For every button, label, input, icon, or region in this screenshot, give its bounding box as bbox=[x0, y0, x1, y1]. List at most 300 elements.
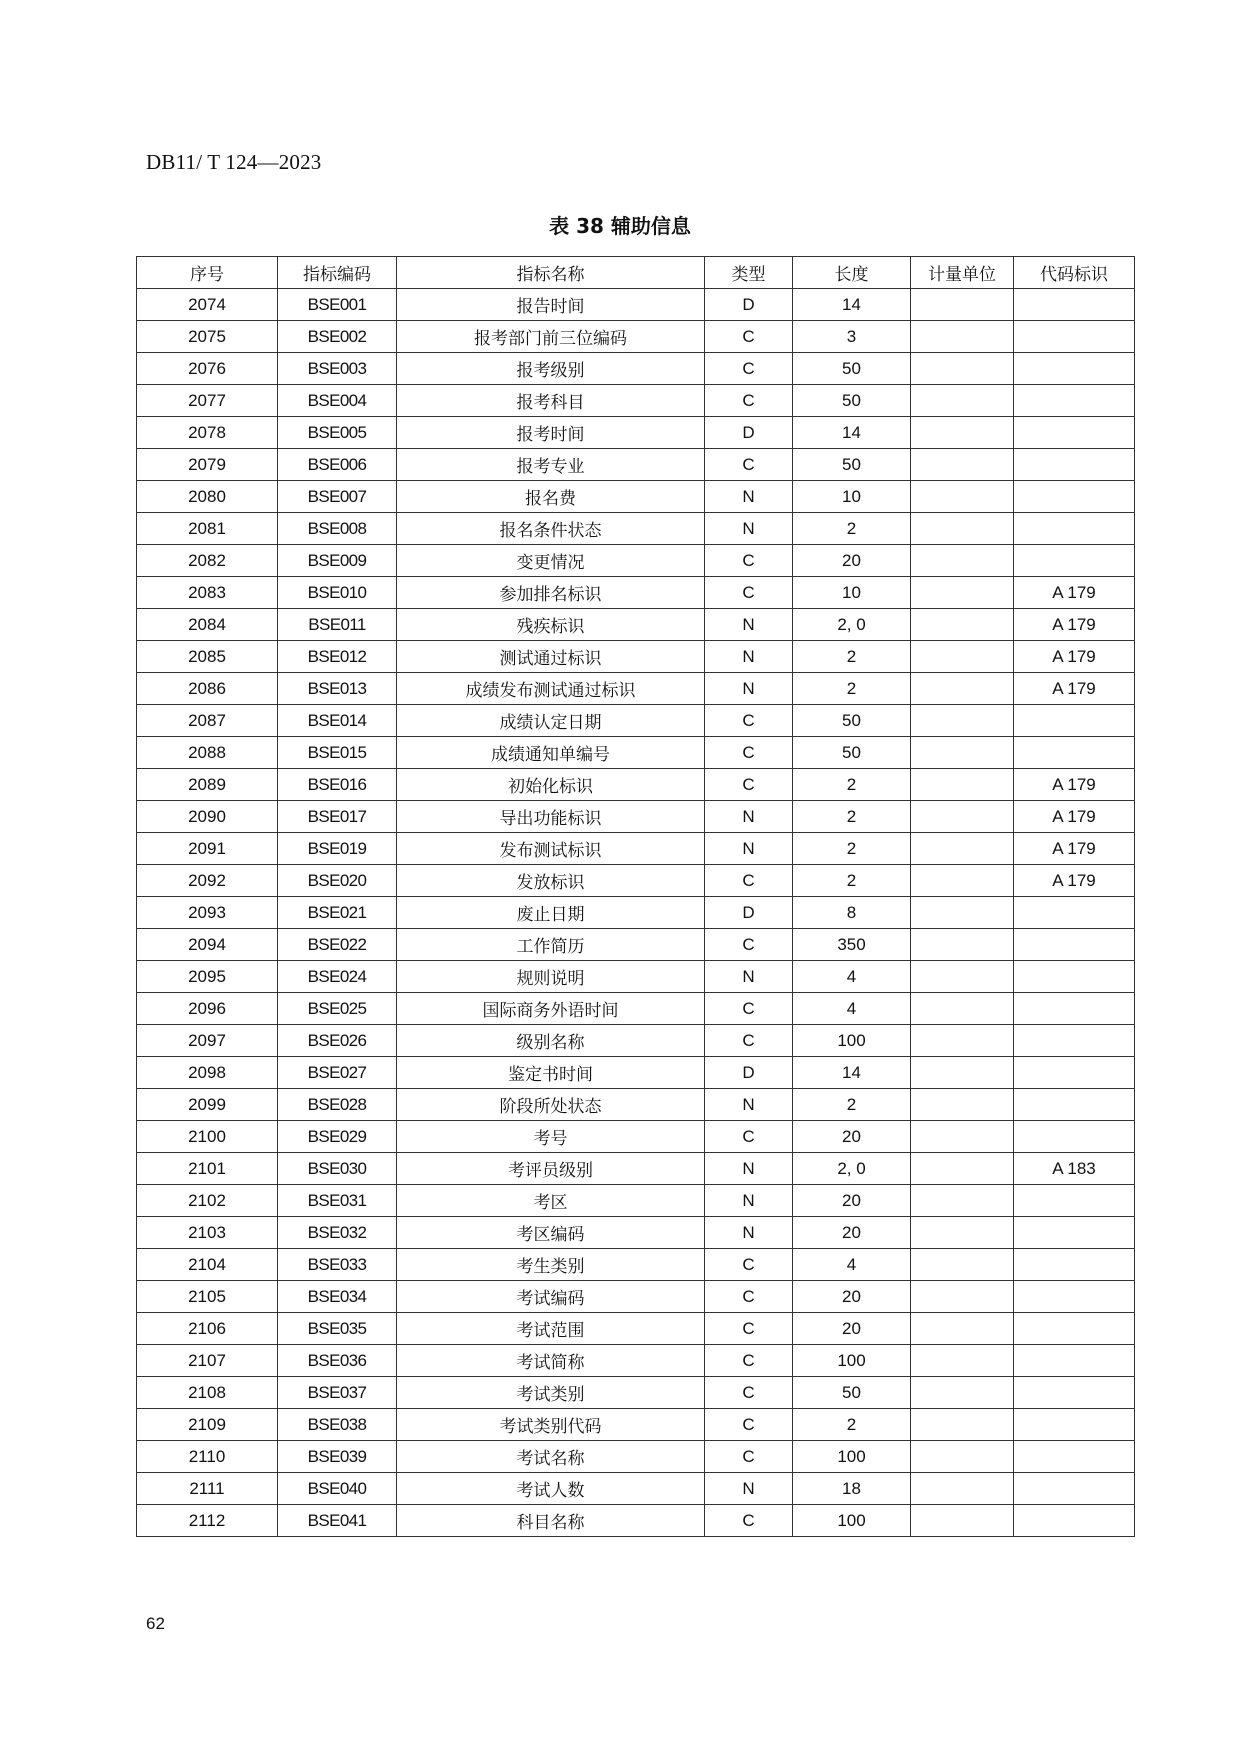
table-row bbox=[137, 897, 1135, 929]
field-length-cell: 2 bbox=[793, 865, 911, 897]
code-identifier-cell bbox=[1014, 1473, 1135, 1505]
unit-of-measure-cell bbox=[911, 833, 1014, 865]
serial-number-cell: 2074 bbox=[137, 289, 278, 321]
code-identifier-cell: A 179 bbox=[1014, 865, 1135, 897]
data-type-cell: D bbox=[705, 897, 793, 929]
data-type-cell: N bbox=[705, 1217, 793, 1249]
code-identifier-cell bbox=[1014, 1249, 1135, 1281]
column-header: 指标编码 bbox=[278, 257, 397, 289]
serial-number-cell: 2110 bbox=[137, 1441, 278, 1473]
code-identifier-cell bbox=[1014, 449, 1135, 481]
table-title: 表 38 辅助信息 bbox=[549, 214, 691, 238]
serial-number-cell: 2112 bbox=[137, 1505, 278, 1537]
unit-of-measure-cell bbox=[911, 1281, 1014, 1313]
unit-of-measure-cell bbox=[911, 1505, 1014, 1537]
indicator-code-cell: BSE032 bbox=[278, 1217, 397, 1249]
code-identifier-cell bbox=[1014, 353, 1135, 385]
serial-number-cell: 2080 bbox=[137, 481, 278, 513]
table-row bbox=[137, 1345, 1135, 1377]
unit-of-measure-cell bbox=[911, 321, 1014, 353]
indicator-code-cell: BSE015 bbox=[278, 737, 397, 769]
serial-number-cell: 2083 bbox=[137, 577, 278, 609]
code-identifier-cell bbox=[1014, 1441, 1135, 1473]
indicator-code-cell: BSE035 bbox=[278, 1313, 397, 1345]
table-row bbox=[137, 353, 1135, 385]
code-identifier-cell bbox=[1014, 1089, 1135, 1121]
serial-number-cell: 2092 bbox=[137, 865, 278, 897]
code-identifier-cell: A 179 bbox=[1014, 641, 1135, 673]
table-row bbox=[137, 609, 1135, 641]
data-type-cell: C bbox=[705, 737, 793, 769]
indicator-name-cell: 考试类别 bbox=[397, 1377, 705, 1409]
indicator-name-cell: 报考级别 bbox=[397, 353, 705, 385]
field-length-cell: 3 bbox=[793, 321, 911, 353]
indicator-code-cell: BSE004 bbox=[278, 385, 397, 417]
data-type-cell: C bbox=[705, 865, 793, 897]
data-type-cell: C bbox=[705, 449, 793, 481]
indicator-code-cell: BSE033 bbox=[278, 1249, 397, 1281]
table-row bbox=[137, 417, 1135, 449]
code-identifier-cell: A 179 bbox=[1014, 673, 1135, 705]
serial-number-cell: 2082 bbox=[137, 545, 278, 577]
indicator-name-cell: 报告时间 bbox=[397, 289, 705, 321]
indicator-name-cell: 工作简历 bbox=[397, 929, 705, 961]
data-type-cell: C bbox=[705, 1249, 793, 1281]
serial-number-cell: 2106 bbox=[137, 1313, 278, 1345]
indicator-code-cell: BSE041 bbox=[278, 1505, 397, 1537]
column-header: 计量单位 bbox=[911, 257, 1014, 289]
serial-number-cell: 2084 bbox=[137, 609, 278, 641]
indicator-code-cell: BSE039 bbox=[278, 1441, 397, 1473]
table-body bbox=[137, 289, 1135, 1537]
data-type-cell: N bbox=[705, 961, 793, 993]
code-identifier-cell bbox=[1014, 545, 1135, 577]
table-row bbox=[137, 449, 1135, 481]
code-identifier-cell bbox=[1014, 897, 1135, 929]
serial-number-cell: 2107 bbox=[137, 1345, 278, 1377]
table-row bbox=[137, 865, 1135, 897]
field-length-cell: 100 bbox=[793, 1505, 911, 1537]
indicator-code-cell: BSE026 bbox=[278, 1025, 397, 1057]
indicator-name-cell: 变更情况 bbox=[397, 545, 705, 577]
indicator-name-cell: 报考科目 bbox=[397, 385, 705, 417]
indicator-name-cell: 考区编码 bbox=[397, 1217, 705, 1249]
indicator-code-cell: BSE008 bbox=[278, 513, 397, 545]
field-length-cell: 2, 0 bbox=[793, 609, 911, 641]
serial-number-cell: 2100 bbox=[137, 1121, 278, 1153]
data-type-cell: D bbox=[705, 289, 793, 321]
table-row bbox=[137, 1505, 1135, 1537]
indicator-code-cell: BSE027 bbox=[278, 1057, 397, 1089]
indicator-code-cell: BSE037 bbox=[278, 1377, 397, 1409]
field-length-cell: 14 bbox=[793, 417, 911, 449]
unit-of-measure-cell bbox=[911, 417, 1014, 449]
indicator-code-cell: BSE012 bbox=[278, 641, 397, 673]
field-length-cell: 20 bbox=[793, 1313, 911, 1345]
table-row bbox=[137, 1377, 1135, 1409]
indicator-name-cell: 发布测试标识 bbox=[397, 833, 705, 865]
table-row bbox=[137, 1313, 1135, 1345]
indicator-name-cell: 考生类别 bbox=[397, 1249, 705, 1281]
serial-number-cell: 2078 bbox=[137, 417, 278, 449]
data-type-cell: N bbox=[705, 673, 793, 705]
indicator-code-cell: BSE022 bbox=[278, 929, 397, 961]
code-identifier-cell bbox=[1014, 1313, 1135, 1345]
unit-of-measure-cell bbox=[911, 385, 1014, 417]
serial-number-cell: 2088 bbox=[137, 737, 278, 769]
field-length-cell: 10 bbox=[793, 481, 911, 513]
indicator-code-cell: BSE040 bbox=[278, 1473, 397, 1505]
data-type-cell: C bbox=[705, 1345, 793, 1377]
indicator-name-cell: 考试类别代码 bbox=[397, 1409, 705, 1441]
field-length-cell: 20 bbox=[793, 1217, 911, 1249]
serial-number-cell: 2076 bbox=[137, 353, 278, 385]
field-length-cell: 8 bbox=[793, 897, 911, 929]
unit-of-measure-cell bbox=[911, 1089, 1014, 1121]
unit-of-measure-cell bbox=[911, 1185, 1014, 1217]
serial-number-cell: 2105 bbox=[137, 1281, 278, 1313]
indicator-name-cell: 科目名称 bbox=[397, 1505, 705, 1537]
indicator-code-cell: BSE034 bbox=[278, 1281, 397, 1313]
indicator-name-cell: 级别名称 bbox=[397, 1025, 705, 1057]
indicator-code-cell: BSE013 bbox=[278, 673, 397, 705]
data-type-cell: C bbox=[705, 1377, 793, 1409]
field-length-cell: 20 bbox=[793, 545, 911, 577]
code-identifier-cell: A 179 bbox=[1014, 769, 1135, 801]
data-type-cell: C bbox=[705, 705, 793, 737]
field-length-cell: 2 bbox=[793, 1409, 911, 1441]
indicator-code-cell: BSE002 bbox=[278, 321, 397, 353]
data-type-cell: N bbox=[705, 1153, 793, 1185]
unit-of-measure-cell bbox=[911, 353, 1014, 385]
serial-number-cell: 2077 bbox=[137, 385, 278, 417]
field-length-cell: 2 bbox=[793, 673, 911, 705]
unit-of-measure-cell bbox=[911, 609, 1014, 641]
indicator-name-cell: 考评员级别 bbox=[397, 1153, 705, 1185]
table-row bbox=[137, 577, 1135, 609]
field-length-cell: 350 bbox=[793, 929, 911, 961]
field-length-cell: 14 bbox=[793, 1057, 911, 1089]
data-type-cell: C bbox=[705, 577, 793, 609]
unit-of-measure-cell bbox=[911, 1441, 1014, 1473]
indicator-name-cell: 规则说明 bbox=[397, 961, 705, 993]
table-row bbox=[137, 1057, 1135, 1089]
field-length-cell: 20 bbox=[793, 1121, 911, 1153]
indicator-code-cell: BSE003 bbox=[278, 353, 397, 385]
unit-of-measure-cell bbox=[911, 737, 1014, 769]
indicator-name-cell: 报考时间 bbox=[397, 417, 705, 449]
indicator-code-cell: BSE016 bbox=[278, 769, 397, 801]
data-type-cell: C bbox=[705, 1121, 793, 1153]
field-length-cell: 50 bbox=[793, 385, 911, 417]
data-type-cell: N bbox=[705, 513, 793, 545]
field-length-cell: 20 bbox=[793, 1281, 911, 1313]
code-identifier-cell bbox=[1014, 1025, 1135, 1057]
table-row bbox=[137, 289, 1135, 321]
field-length-cell: 50 bbox=[793, 449, 911, 481]
code-identifier-cell bbox=[1014, 929, 1135, 961]
field-length-cell: 100 bbox=[793, 1025, 911, 1057]
code-identifier-cell bbox=[1014, 481, 1135, 513]
unit-of-measure-cell bbox=[911, 705, 1014, 737]
data-type-cell: N bbox=[705, 1185, 793, 1217]
code-identifier-cell bbox=[1014, 513, 1135, 545]
unit-of-measure-cell bbox=[911, 1345, 1014, 1377]
serial-number-cell: 2103 bbox=[137, 1217, 278, 1249]
field-length-cell: 2, 0 bbox=[793, 1153, 911, 1185]
indicator-name-cell: 考试名称 bbox=[397, 1441, 705, 1473]
code-identifier-cell bbox=[1014, 737, 1135, 769]
field-length-cell: 10 bbox=[793, 577, 911, 609]
data-type-cell: D bbox=[705, 1057, 793, 1089]
indicator-name-cell: 成绩发布测试通过标识 bbox=[397, 673, 705, 705]
table-row bbox=[137, 641, 1135, 673]
code-identifier-cell bbox=[1014, 1217, 1135, 1249]
serial-number-cell: 2101 bbox=[137, 1153, 278, 1185]
unit-of-measure-cell bbox=[911, 1025, 1014, 1057]
indicator-name-cell: 报名费 bbox=[397, 481, 705, 513]
data-type-cell: C bbox=[705, 321, 793, 353]
table-header-row bbox=[137, 257, 1135, 289]
data-type-cell: N bbox=[705, 833, 793, 865]
column-header: 类型 bbox=[705, 257, 793, 289]
table-row bbox=[137, 673, 1135, 705]
code-identifier-cell bbox=[1014, 1377, 1135, 1409]
table-row bbox=[137, 1185, 1135, 1217]
indicator-code-cell: BSE028 bbox=[278, 1089, 397, 1121]
serial-number-cell: 2075 bbox=[137, 321, 278, 353]
field-length-cell: 100 bbox=[793, 1345, 911, 1377]
field-length-cell: 50 bbox=[793, 353, 911, 385]
unit-of-measure-cell bbox=[911, 449, 1014, 481]
indicator-name-cell: 成绩认定日期 bbox=[397, 705, 705, 737]
data-type-cell: N bbox=[705, 609, 793, 641]
serial-number-cell: 2085 bbox=[137, 641, 278, 673]
code-identifier-cell bbox=[1014, 1505, 1135, 1537]
table-row bbox=[137, 993, 1135, 1025]
unit-of-measure-cell bbox=[911, 1249, 1014, 1281]
data-type-cell: N bbox=[705, 1473, 793, 1505]
serial-number-cell: 2087 bbox=[137, 705, 278, 737]
table-row bbox=[137, 769, 1135, 801]
unit-of-measure-cell bbox=[911, 641, 1014, 673]
indicator-name-cell: 考号 bbox=[397, 1121, 705, 1153]
unit-of-measure-cell bbox=[911, 897, 1014, 929]
indicator-name-cell: 测试通过标识 bbox=[397, 641, 705, 673]
code-identifier-cell: A 179 bbox=[1014, 833, 1135, 865]
data-type-cell: C bbox=[705, 1409, 793, 1441]
unit-of-measure-cell bbox=[911, 961, 1014, 993]
table-row bbox=[137, 513, 1135, 545]
indicator-code-cell: BSE036 bbox=[278, 1345, 397, 1377]
data-type-cell: C bbox=[705, 1281, 793, 1313]
unit-of-measure-cell bbox=[911, 289, 1014, 321]
indicator-code-cell: BSE029 bbox=[278, 1121, 397, 1153]
indicator-code-cell: BSE021 bbox=[278, 897, 397, 929]
serial-number-cell: 2079 bbox=[137, 449, 278, 481]
data-type-cell: C bbox=[705, 993, 793, 1025]
code-identifier-cell bbox=[1014, 993, 1135, 1025]
indicator-name-cell: 考试简称 bbox=[397, 1345, 705, 1377]
column-header: 序号 bbox=[137, 257, 278, 289]
indicator-name-cell: 考区 bbox=[397, 1185, 705, 1217]
unit-of-measure-cell bbox=[911, 577, 1014, 609]
indicator-name-cell: 考试编码 bbox=[397, 1281, 705, 1313]
serial-number-cell: 2104 bbox=[137, 1249, 278, 1281]
unit-of-measure-cell bbox=[911, 769, 1014, 801]
table-row bbox=[137, 1409, 1135, 1441]
table-row bbox=[137, 321, 1135, 353]
serial-number-cell: 2111 bbox=[137, 1473, 278, 1505]
field-length-cell: 2 bbox=[793, 641, 911, 673]
table-row bbox=[137, 1121, 1135, 1153]
field-length-cell: 4 bbox=[793, 961, 911, 993]
unit-of-measure-cell bbox=[911, 1217, 1014, 1249]
data-type-cell: C bbox=[705, 1025, 793, 1057]
data-type-cell: D bbox=[705, 417, 793, 449]
serial-number-cell: 2097 bbox=[137, 1025, 278, 1057]
field-length-cell: 14 bbox=[793, 289, 911, 321]
serial-number-cell: 2096 bbox=[137, 993, 278, 1025]
code-identifier-cell bbox=[1014, 1121, 1135, 1153]
table-row bbox=[137, 1441, 1135, 1473]
code-identifier-cell bbox=[1014, 289, 1135, 321]
page-number: 62 bbox=[146, 1614, 165, 1633]
column-header: 代码标识 bbox=[1014, 257, 1135, 289]
data-type-cell: C bbox=[705, 1441, 793, 1473]
serial-number-cell: 2095 bbox=[137, 961, 278, 993]
code-identifier-cell bbox=[1014, 385, 1135, 417]
field-length-cell: 100 bbox=[793, 1441, 911, 1473]
table-row bbox=[137, 961, 1135, 993]
unit-of-measure-cell bbox=[911, 1473, 1014, 1505]
indicator-name-cell: 报考部门前三位编码 bbox=[397, 321, 705, 353]
indicator-code-cell: BSE020 bbox=[278, 865, 397, 897]
serial-number-cell: 2102 bbox=[137, 1185, 278, 1217]
unit-of-measure-cell bbox=[911, 1377, 1014, 1409]
column-header: 长度 bbox=[793, 257, 911, 289]
indicator-name-cell: 报考专业 bbox=[397, 449, 705, 481]
field-length-cell: 2 bbox=[793, 1089, 911, 1121]
indicator-name-cell: 阶段所处状态 bbox=[397, 1089, 705, 1121]
data-type-cell: C bbox=[705, 769, 793, 801]
code-identifier-cell: A 179 bbox=[1014, 577, 1135, 609]
data-type-cell: N bbox=[705, 1089, 793, 1121]
unit-of-measure-cell bbox=[911, 1313, 1014, 1345]
data-type-cell: C bbox=[705, 385, 793, 417]
serial-number-cell: 2081 bbox=[137, 513, 278, 545]
table-row bbox=[137, 1089, 1135, 1121]
indicator-name-cell: 参加排名标识 bbox=[397, 577, 705, 609]
indicator-name-cell: 初始化标识 bbox=[397, 769, 705, 801]
code-identifier-cell bbox=[1014, 705, 1135, 737]
code-identifier-cell bbox=[1014, 417, 1135, 449]
indicator-code-cell: BSE038 bbox=[278, 1409, 397, 1441]
unit-of-measure-cell bbox=[911, 929, 1014, 961]
field-length-cell: 2 bbox=[793, 513, 911, 545]
field-length-cell: 2 bbox=[793, 769, 911, 801]
code-identifier-cell bbox=[1014, 1057, 1135, 1089]
data-type-cell: C bbox=[705, 545, 793, 577]
table-row bbox=[137, 737, 1135, 769]
indicator-code-cell: BSE007 bbox=[278, 481, 397, 513]
indicator-code-cell: BSE006 bbox=[278, 449, 397, 481]
table-row bbox=[137, 929, 1135, 961]
indicator-name-cell: 导出功能标识 bbox=[397, 801, 705, 833]
field-length-cell: 50 bbox=[793, 1377, 911, 1409]
serial-number-cell: 2108 bbox=[137, 1377, 278, 1409]
table-row bbox=[137, 385, 1135, 417]
field-length-cell: 50 bbox=[793, 737, 911, 769]
code-identifier-cell bbox=[1014, 1409, 1135, 1441]
indicator-code-cell: BSE011 bbox=[278, 609, 397, 641]
code-identifier-cell bbox=[1014, 1345, 1135, 1377]
serial-number-cell: 2090 bbox=[137, 801, 278, 833]
serial-number-cell: 2091 bbox=[137, 833, 278, 865]
indicator-code-cell: BSE010 bbox=[278, 577, 397, 609]
indicator-name-cell: 废止日期 bbox=[397, 897, 705, 929]
indicator-code-cell: BSE031 bbox=[278, 1185, 397, 1217]
table-row bbox=[137, 801, 1135, 833]
table-row bbox=[137, 1217, 1135, 1249]
column-header: 指标名称 bbox=[397, 257, 705, 289]
field-length-cell: 4 bbox=[793, 1249, 911, 1281]
data-type-cell: C bbox=[705, 1313, 793, 1345]
serial-number-cell: 2109 bbox=[137, 1409, 278, 1441]
data-type-cell: C bbox=[705, 1505, 793, 1537]
code-identifier-cell: A 179 bbox=[1014, 609, 1135, 641]
indicator-name-cell: 考试范围 bbox=[397, 1313, 705, 1345]
unit-of-measure-cell bbox=[911, 1153, 1014, 1185]
serial-number-cell: 2098 bbox=[137, 1057, 278, 1089]
serial-number-cell: 2086 bbox=[137, 673, 278, 705]
field-length-cell: 2 bbox=[793, 833, 911, 865]
indicator-name-cell: 报名条件状态 bbox=[397, 513, 705, 545]
data-type-cell: N bbox=[705, 801, 793, 833]
indicator-code-cell: BSE001 bbox=[278, 289, 397, 321]
serial-number-cell: 2089 bbox=[137, 769, 278, 801]
unit-of-measure-cell bbox=[911, 801, 1014, 833]
table-row bbox=[137, 545, 1135, 577]
indicator-code-cell: BSE014 bbox=[278, 705, 397, 737]
table-row bbox=[137, 705, 1135, 737]
table-row bbox=[137, 1249, 1135, 1281]
indicator-code-cell: BSE019 bbox=[278, 833, 397, 865]
indicator-name-cell: 成绩通知单编号 bbox=[397, 737, 705, 769]
table-row bbox=[137, 833, 1135, 865]
field-length-cell: 50 bbox=[793, 705, 911, 737]
unit-of-measure-cell bbox=[911, 545, 1014, 577]
unit-of-measure-cell bbox=[911, 513, 1014, 545]
serial-number-cell: 2099 bbox=[137, 1089, 278, 1121]
indicator-name-cell: 考试人数 bbox=[397, 1473, 705, 1505]
indicator-code-cell: BSE025 bbox=[278, 993, 397, 1025]
unit-of-measure-cell bbox=[911, 865, 1014, 897]
data-type-cell: C bbox=[705, 353, 793, 385]
indicator-name-cell: 国际商务外语时间 bbox=[397, 993, 705, 1025]
table-row bbox=[137, 1025, 1135, 1057]
table-row bbox=[137, 1153, 1135, 1185]
unit-of-measure-cell bbox=[911, 1057, 1014, 1089]
indicator-code-cell: BSE009 bbox=[278, 545, 397, 577]
code-identifier-cell bbox=[1014, 1281, 1135, 1313]
standard-code: DB11/ T 124—2023 bbox=[146, 150, 322, 174]
unit-of-measure-cell bbox=[911, 673, 1014, 705]
indicator-table bbox=[136, 256, 1135, 1537]
indicator-code-cell: BSE005 bbox=[278, 417, 397, 449]
indicator-name-cell: 鉴定书时间 bbox=[397, 1057, 705, 1089]
indicator-code-cell: BSE030 bbox=[278, 1153, 397, 1185]
